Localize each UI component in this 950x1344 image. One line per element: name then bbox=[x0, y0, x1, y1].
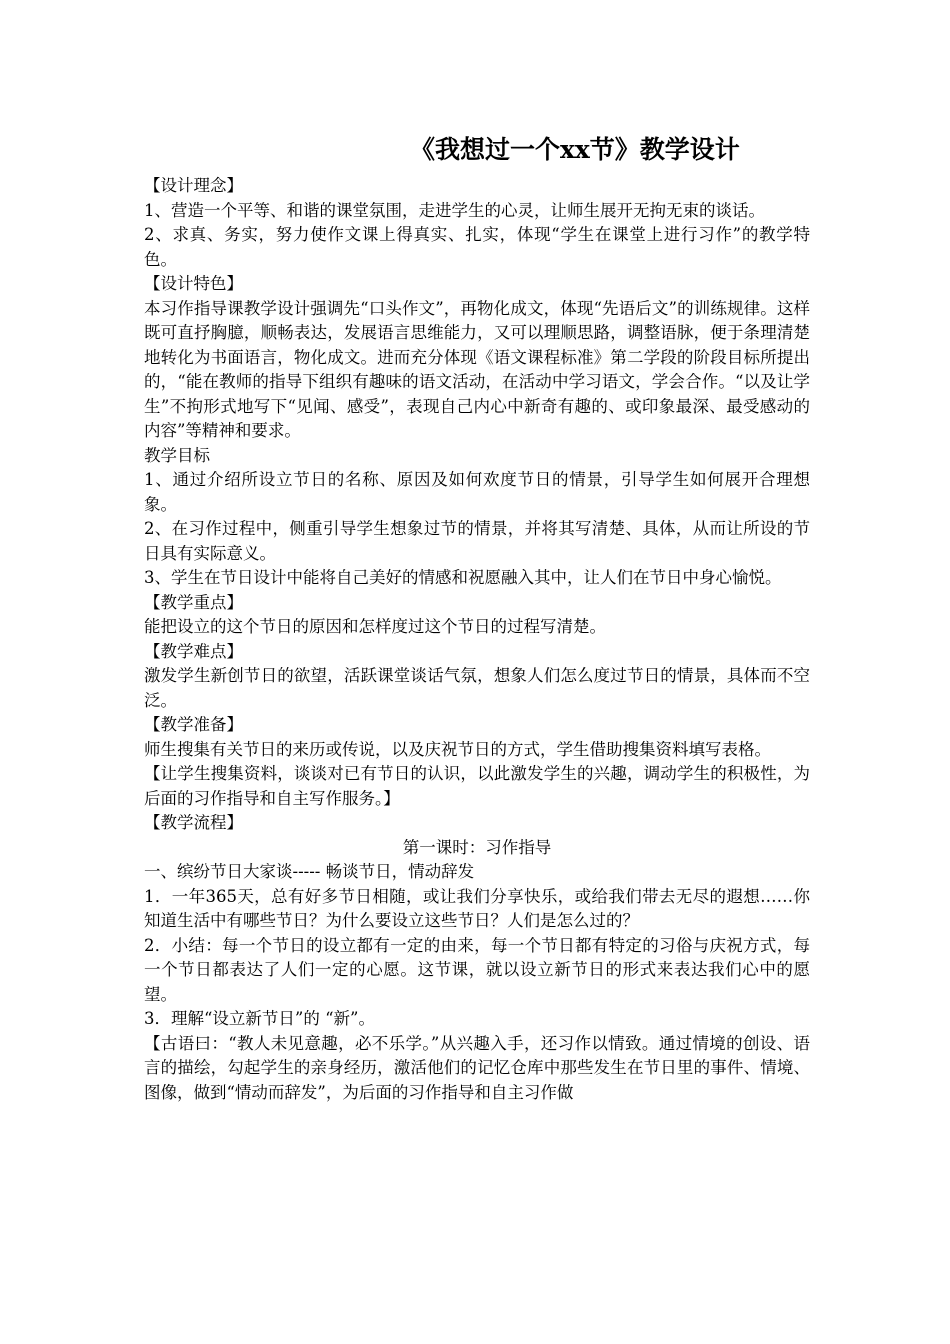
section-heading: 【教学准备】 bbox=[144, 715, 243, 734]
body-paragraph: 本习作指导课教学设计强调先“口头作文”，再物化成文，体现“先语后文”的训练规律。这样既可直抒胸臆，顺畅表达，发展语言思维能力，又可以理顺思路，调整语脉，便于条理清楚地转化为书面语言，物化成文。进而充分体现《语文课程标准》第二学段的阶段目标所提出的，“能在教师的指导下组织有趣味的语文活动，在活动中学习语文，学会合作。“以及让学生”不拘形式地写下“见闻、感受”，表现自己内心中新奇有趣的、或印象最深、最受感动的内容”等精神和要求。 bbox=[144, 298, 810, 440]
body-paragraph: 师生搜集有关节日的来历或传说，以及庆祝节日的方式，学生借助搜集资料填写表格。 bbox=[144, 739, 771, 759]
document-title: 《我想过一个xx节》教学设计 bbox=[410, 135, 740, 164]
body-paragraph: 2．小结：每一个节日的设立都有一定的由来，每一个节日都有特定的习俗与庆祝方式，每一个节日都表达了人们一定的心愿。这节课，就以设立新节日的形式来表达我们心中的愿望。 bbox=[144, 935, 810, 1004]
step-heading: 3．理解“设立新节日”的 “新”。 bbox=[144, 1009, 375, 1028]
section-heading: 【设计特色】 bbox=[144, 274, 243, 293]
section-heading: 【设计理念】 bbox=[144, 176, 243, 195]
body-paragraph: 【古语曰：“教人未见意趣，必不乐学。”从兴趣入手，还习作以情致。通过情境的创设、语言的描绘，勾起学生的亲身经历，激活他们的记忆仓库中那些发生在节日里的事件、情境、图像，做到“情动而辞发”，为后面的习作指导和自主习作做 bbox=[144, 1033, 810, 1102]
body-paragraph: 激发学生新创节日的欲望，活跃课堂谈话气氛，想象人们怎么度过节日的情景，具体而不空泛。 bbox=[144, 666, 810, 710]
section-heading: 【教学难点】 bbox=[144, 641, 243, 661]
step-heading: 一、缤纷节日大家谈----- 畅谈节日，情动辞发 bbox=[144, 862, 475, 881]
section-heading: 【教学重点】 bbox=[144, 592, 243, 612]
body-paragraph: 3、学生在节日设计中能将自己美好的情感和祝愿融入其中，让人们在节日中身心愉悦。 bbox=[144, 568, 782, 587]
body-paragraph: 能把设立的这个节日的原因和怎样度过这个节日的过程写清楚。 bbox=[144, 617, 606, 636]
body-paragraph: 1、通过介绍所设立节日的名称、原因及如何欢度节日的情景，引导学生如何展开合理想象。 bbox=[144, 470, 810, 514]
body-paragraph: 1、营造一个平等、和谐的课堂氛围，走进学生的心灵，让师生展开无拘无束的谈话。 bbox=[144, 200, 765, 220]
lesson-subtitle: 第一课时：习作指导 bbox=[402, 837, 552, 857]
body-paragraph: 2、在习作过程中，侧重引导学生想象过节的情景，并将其写清楚、具体，从而让所设的节日具有实际意义。 bbox=[144, 519, 810, 563]
document-body bbox=[144, 174, 810, 1105]
section-heading: 【教学流程】 bbox=[144, 813, 243, 832]
body-paragraph: 2、求真、务实，努力使作文课上得真实、扎实，体现“学生在课堂上进行习作”的教学特色。 bbox=[144, 225, 810, 269]
body-paragraph: 【让学生搜集资料，谈谈对已有节日的认识，以此激发学生的兴趣，调动学生的积极性，为后面的习作指导和自主写作服务。】 bbox=[144, 764, 810, 808]
section-heading: 教学目标 bbox=[144, 445, 210, 465]
body-paragraph: 1．一年365天，总有好多节日相随，或让我们分享快乐，或给我们带去无尽的遐想……你知道生活中有哪些节日？为什么要设立这些节日？人们是怎么过的？ bbox=[144, 886, 810, 930]
